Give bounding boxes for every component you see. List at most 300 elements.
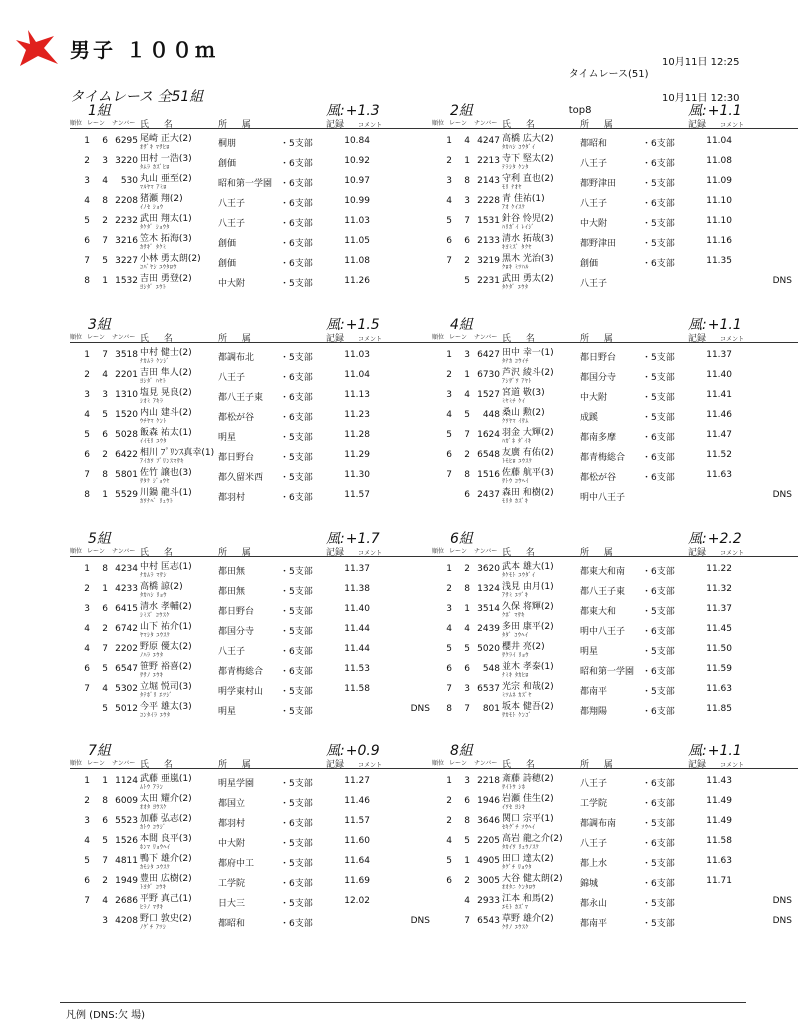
branch: ・6支部: [280, 159, 313, 169]
club: 都日野台: [218, 607, 255, 617]
result-row: [70, 151, 440, 171]
athlete-kana: ﾅｶﾑﾗ ｹﾝｼﾞ: [140, 358, 170, 365]
club: 都日野台: [580, 353, 617, 363]
header-divider: [432, 556, 798, 557]
record-time: 11.27: [344, 776, 370, 786]
result-row: [432, 131, 802, 151]
record-time: 11.53: [344, 664, 370, 674]
record-time: 11.71: [706, 876, 732, 886]
result-row: [70, 365, 440, 385]
athlete-kana: ｱｻﾐ ﾕﾂﾞｷ: [502, 592, 529, 599]
branch: ・6支部: [642, 567, 675, 577]
lane: 7: [464, 430, 470, 440]
event-title: 男子 １００ｍ: [70, 38, 218, 62]
club: 都調布北: [218, 353, 255, 363]
athlete-kana: ｸﾜﾔﾏ ｲｻﾑ: [502, 418, 529, 425]
col-place-header: 順位: [70, 548, 83, 555]
athlete-name: 野原 優太(2): [140, 642, 192, 652]
athlete-kana: ｻﾀｹ ｼﾞｮｳﾔ: [140, 478, 170, 485]
lane: 8: [102, 796, 108, 806]
heat-name: 7組: [88, 743, 111, 759]
lane: 3: [102, 390, 108, 400]
branch: ・5支部: [280, 139, 313, 149]
branch: ・6支部: [642, 433, 675, 443]
bib-number: 5529: [115, 490, 138, 500]
header-divider: [70, 556, 436, 557]
club: 成蹊: [580, 413, 599, 423]
heat-block: [70, 528, 440, 724]
lane: 8: [102, 196, 108, 206]
club: 明学東村山: [218, 687, 264, 697]
result-row: [432, 231, 802, 251]
bib-number: 6548: [477, 450, 500, 460]
club: 都国分寺: [580, 373, 617, 383]
place: 2: [446, 816, 452, 826]
athlete-kana: ｸﾎﾞ ﾏｻｷ: [502, 612, 525, 619]
lane: 3: [464, 776, 470, 786]
place: 6: [446, 236, 452, 246]
result-rows: [70, 131, 440, 291]
athlete-kana: ｸｻﾉ ﾕｳｽｹ: [502, 924, 529, 931]
lane: 1: [102, 584, 108, 594]
branch: ・5支部: [642, 393, 675, 403]
result-rows: [432, 559, 802, 719]
athlete-kana: ﾀﾀﾞ ｺｳﾍｲ: [502, 632, 529, 639]
bib-number: 5523: [115, 816, 138, 826]
col-place-header: 順位: [70, 120, 83, 127]
club: 八王子: [580, 199, 608, 209]
branch: ・5支部: [642, 219, 675, 229]
athlete-kana: ﾊﾘｶﾞｲ ﾚｲｼﾞ: [502, 224, 535, 231]
col-bib-header: ナンバー: [112, 120, 136, 127]
athlete-name: 田中 幸一(1): [502, 348, 554, 358]
bib-number: 2228: [477, 196, 500, 206]
athlete-name: 加藤 弘志(2): [140, 814, 192, 824]
place: 2: [446, 156, 452, 166]
bib-number: 801: [482, 704, 500, 714]
result-row: [432, 271, 802, 291]
club: 都東大和: [580, 607, 617, 617]
place: 6: [84, 236, 90, 246]
result-rows: [432, 771, 802, 931]
result-row: [432, 791, 802, 811]
record-time: 11.44: [344, 624, 370, 634]
club: 都野津田: [580, 179, 617, 189]
col-club-header: 所 属: [218, 760, 257, 770]
athlete-name: 多田 康平(2): [502, 622, 554, 632]
heat-name: 2組: [450, 103, 473, 119]
place: 1: [446, 776, 452, 786]
wind-label: 風:: [326, 103, 345, 119]
athlete-name: 江本 和馬(2): [502, 894, 554, 904]
place: 1: [446, 350, 452, 360]
bib-number: 2933: [477, 896, 500, 906]
result-row: [432, 465, 802, 485]
result-row: [432, 191, 802, 211]
wind-label: 風:: [688, 317, 707, 333]
lane: 5: [464, 836, 470, 846]
athlete-name: 坂本 健吾(2): [502, 702, 554, 712]
result-row: [70, 405, 440, 425]
branch: ・5支部: [280, 473, 313, 483]
result-row: [432, 425, 802, 445]
heat-name: 8組: [450, 743, 473, 759]
lane: 7: [464, 704, 470, 714]
result-row: [70, 425, 440, 445]
branch: ・6支部: [280, 667, 313, 677]
heat-name: 5組: [88, 531, 111, 547]
comment: DNS: [410, 704, 430, 714]
col-name-header: 氏 名: [502, 334, 541, 344]
club: 八王子: [218, 219, 246, 229]
bib-number: 4233: [115, 584, 138, 594]
club: 明星: [218, 707, 237, 717]
bib-number: 6422: [115, 450, 138, 460]
result-row: [70, 911, 440, 931]
red-star-logo-icon: [14, 28, 62, 68]
lane: 5: [464, 276, 470, 286]
heat-name: 6組: [450, 531, 473, 547]
branch: ・6支部: [642, 199, 675, 209]
header-divider: [70, 768, 436, 769]
athlete-kana: ｶﾄｳ ｺｳｼﾞ: [140, 824, 167, 831]
result-rows: [432, 345, 802, 505]
athlete-name: 中村 匡志(1): [140, 562, 192, 572]
lane: 5: [102, 410, 108, 420]
lane: 2: [102, 624, 108, 634]
branch: ・5支部: [642, 179, 675, 189]
club: 中大附: [218, 839, 246, 849]
athlete-name: 笠木 拓海(3): [140, 234, 192, 244]
athlete-kana: ﾀｶﾊｼ ｺｳﾀﾞｲ: [502, 144, 536, 151]
bib-number: 2439: [477, 624, 500, 634]
club: 都国立: [218, 799, 246, 809]
club: 工学院: [580, 799, 608, 809]
column-headers: [70, 332, 440, 342]
result-row: [70, 851, 440, 871]
bib-number: 1532: [115, 276, 138, 286]
place: 8: [84, 490, 90, 500]
place: 7: [84, 256, 90, 266]
athlete-kana: ﾊｶﾞﾈ ﾀﾞｲｷ: [502, 438, 532, 445]
club: 都松が谷: [580, 473, 617, 483]
record-time: 10.92: [344, 156, 370, 166]
athlete-kana: ｴﾓﾄ ｶｽﾞﾏ: [502, 904, 529, 911]
branch: ・6支部: [642, 707, 675, 717]
bib-number: 1124: [115, 776, 138, 786]
record-time: 11.63: [706, 470, 732, 480]
branch: ・6支部: [280, 239, 313, 249]
col-bib-header: ナンバー: [474, 334, 498, 341]
club: 都南多摩: [580, 433, 617, 443]
place: 7: [84, 896, 90, 906]
lane: 5: [102, 664, 108, 674]
col-lane-header: レーン: [449, 760, 467, 767]
record-time: 11.46: [706, 410, 732, 420]
bib-number: 3216: [115, 236, 138, 246]
wind-value: +1.7: [345, 531, 380, 547]
record-time: 11.40: [706, 370, 732, 380]
club: 都羽村: [218, 493, 246, 503]
result-row: [432, 659, 802, 679]
col-name-header: 氏 名: [140, 548, 179, 558]
lane: 1: [102, 776, 108, 786]
bib-number: 5012: [115, 704, 138, 714]
athlete-kana: ｲﾜｾ ﾖｼｷ: [502, 804, 526, 811]
col-bib-header: ナンバー: [474, 120, 498, 127]
col-name-header: 氏 名: [140, 334, 179, 344]
athlete-name: 飯森 祐太(1): [140, 428, 192, 438]
club: 都東大和南: [580, 567, 626, 577]
athlete-kana: ｶﾜﾅﾍﾞ ﾘｭｳﾄ: [140, 498, 174, 505]
record-time: 11.10: [706, 196, 732, 206]
place: 1: [446, 564, 452, 574]
record-time: 11.40: [344, 604, 370, 614]
lane: 6: [464, 236, 470, 246]
lane: 3: [102, 916, 108, 926]
col-comment-header: コメント: [358, 122, 383, 129]
athlete-name: 針谷 怜児(2): [502, 214, 554, 224]
wind-label: 風:: [688, 103, 707, 119]
header-divider: [432, 342, 798, 343]
bib-number: 2143: [477, 176, 500, 186]
athlete-name: 野口 敦史(2): [140, 914, 192, 924]
record-time: 11.60: [344, 836, 370, 846]
top-datetime: 10月11日 12:30: [662, 93, 740, 104]
comment: DNS: [410, 916, 430, 926]
col-club-header: 所 属: [218, 548, 257, 558]
branch: ・5支部: [280, 587, 313, 597]
section-title: タイムレース 全51組: [70, 89, 204, 105]
lane: 5: [102, 836, 108, 846]
wind-value: +0.9: [345, 743, 380, 759]
athlete-name: 立堀 悦司(3): [140, 682, 192, 692]
lane: 8: [102, 564, 108, 574]
lane: 6: [464, 796, 470, 806]
athlete-name: 小林 勇太朗(2): [140, 254, 201, 264]
athlete-name: 黒木 光治(3): [502, 254, 554, 264]
athlete-kana: ﾅﾐｷ ﾀｶﾋﾛ: [502, 672, 529, 679]
result-row: [70, 271, 440, 291]
branch: ・6支部: [642, 779, 675, 789]
club: 都永山: [580, 899, 608, 909]
branch: ・5支部: [280, 839, 313, 849]
athlete-kana: ｾｷｸﾞﾁ ｿｳﾍｲ: [502, 824, 536, 831]
result-row: [70, 445, 440, 465]
athlete-kana: ｶﾓｼﾀ ﾕｳｽｹ: [140, 864, 171, 871]
athlete-kana: ﾀﾅｶ ｺｳｲﾁ: [502, 358, 529, 365]
col-place-header: 順位: [70, 334, 83, 341]
record-time: 11.47: [706, 430, 732, 440]
lane: 8: [464, 470, 470, 480]
athlete-kana: ﾃﾗｼﾀ ｹﾝﾀ: [502, 164, 529, 171]
athlete-name: 笹野 裕喜(2): [140, 662, 192, 672]
place: 4: [84, 644, 90, 654]
wind-value: +2.2: [707, 531, 742, 547]
heat-block: [432, 528, 802, 724]
place: 3: [84, 604, 90, 614]
result-row: [70, 131, 440, 151]
col-name-header: 氏 名: [502, 120, 541, 130]
club: 都日野台: [218, 453, 255, 463]
club: 都松が谷: [218, 413, 255, 423]
result-row: [432, 579, 802, 599]
bib-number: 1520: [115, 410, 138, 420]
record-time: 11.85: [706, 704, 732, 714]
athlete-name: 相川 ﾌﾟﾘﾝｽ真幸(1): [140, 448, 215, 458]
club: 都昭和: [580, 139, 608, 149]
result-row: [432, 891, 802, 911]
athlete-name: 草野 雄介(2): [502, 914, 554, 924]
comment: DNS: [772, 490, 792, 500]
athlete-name: 鴨下 雄介(2): [140, 854, 192, 864]
place: 7: [446, 470, 452, 480]
bib-number: 1324: [477, 584, 500, 594]
athlete-kana: ｻｸﾗｲ ﾘｮｳ: [502, 652, 529, 659]
club: 都田無: [218, 567, 246, 577]
record-time: 11.59: [706, 664, 732, 674]
col-lane-header: レーン: [87, 120, 105, 127]
athlete-kana: ｸﾛｷ ﾐﾂﾊﾙ: [502, 264, 529, 271]
place: 4: [446, 836, 452, 846]
branch: ・6支部: [642, 839, 675, 849]
record-time: 11.08: [344, 256, 370, 266]
bib-number: 5028: [115, 430, 138, 440]
result-row: [70, 345, 440, 365]
bib-number: 2205: [477, 836, 500, 846]
result-row: [432, 559, 802, 579]
athlete-name: 武藤 亜嵐(1): [140, 774, 192, 784]
result-row: [70, 791, 440, 811]
wind-label: 風:: [326, 317, 345, 333]
club: 工学院: [218, 879, 246, 889]
lane: 4: [102, 176, 108, 186]
lane: 7: [102, 644, 108, 654]
result-row: [432, 811, 802, 831]
athlete-name: 櫻井 亮(2): [502, 642, 545, 652]
record-time: 11.64: [344, 856, 370, 866]
column-headers: [432, 332, 802, 342]
lane: 4: [102, 684, 108, 694]
athlete-kana: ｼｵﾐ ｱｷﾗ: [140, 398, 164, 405]
athlete-kana: ｻﾄｳ ｺｳﾍｲ: [502, 478, 529, 485]
lane: 6: [102, 816, 108, 826]
lane: 6: [102, 604, 108, 614]
club: 都八王子東: [218, 393, 264, 403]
athlete-name: 平野 真己(1): [140, 894, 192, 904]
club: 明星学園: [218, 779, 255, 789]
result-row: [70, 485, 440, 505]
athlete-name: 中村 健士(2): [140, 348, 192, 358]
athlete-kana: ﾑﾄｳ ｱﾗﾝ: [140, 784, 164, 791]
lane: 7: [464, 916, 470, 926]
athlete-kana: ｲｲﾓﾘ ﾕｳﾀ: [140, 438, 167, 445]
column-headers: [432, 546, 802, 556]
bib-number: 6537: [477, 684, 500, 694]
athlete-kana: ﾓﾘﾀ ｶｽﾞｷ: [502, 498, 529, 505]
lane: 1: [102, 276, 108, 286]
bib-number: 6742: [115, 624, 138, 634]
place: 5: [446, 216, 452, 226]
athlete-name: 今平 雄太(3): [140, 702, 192, 712]
lane: 5: [464, 410, 470, 420]
lane: 8: [102, 470, 108, 480]
place: 2: [84, 584, 90, 594]
club: 昭和第一学園: [218, 179, 273, 189]
result-row: [70, 811, 440, 831]
branch: ・6支部: [280, 393, 313, 403]
athlete-kana: ｵｵﾀﾆ ｹﾝﾀﾛｳ: [502, 884, 536, 891]
col-comment-header: コメント: [720, 762, 745, 769]
branch: ・5支部: [642, 413, 675, 423]
athlete-name: 久保 将輝(2): [502, 602, 554, 612]
athlete-name: 清水 拓哉(3): [502, 234, 554, 244]
col-comment-header: コメント: [358, 550, 383, 557]
place: 1: [446, 136, 452, 146]
place: 3: [84, 816, 90, 826]
record-time: 11.58: [344, 684, 370, 694]
club: 八王子: [580, 279, 608, 289]
club: 中大附: [218, 279, 246, 289]
branch: ・6支部: [642, 667, 675, 677]
athlete-name: 佐藤 航平(3): [502, 468, 554, 478]
bib-number: 3227: [115, 256, 138, 266]
comment: DNS: [772, 896, 792, 906]
result-row: [70, 559, 440, 579]
lane: 1: [464, 370, 470, 380]
place: 5: [446, 430, 452, 440]
heat-block: [432, 100, 802, 296]
record-time: 11.63: [706, 684, 732, 694]
col-comment-header: コメント: [720, 336, 745, 343]
branch: ・5支部: [642, 819, 675, 829]
place: 4: [84, 836, 90, 846]
lane: 6: [464, 490, 470, 500]
bib-number: 4811: [115, 856, 138, 866]
header-divider: [70, 128, 436, 129]
result-row: [432, 365, 802, 385]
comment: DNS: [772, 916, 792, 926]
branch: ・6支部: [280, 919, 313, 929]
header-divider: [432, 128, 798, 129]
record-time: 11.10: [706, 216, 732, 226]
athlete-name: 森田 和樹(2): [502, 488, 554, 498]
result-row: [70, 251, 440, 271]
lane: 5: [102, 256, 108, 266]
record-time: 11.16: [706, 236, 732, 246]
result-row: [432, 445, 802, 465]
branch: ・5支部: [280, 799, 313, 809]
lane: 4: [464, 896, 470, 906]
bib-number: 6415: [115, 604, 138, 614]
record-time: 11.29: [344, 450, 370, 460]
result-row: [432, 151, 802, 171]
branch: ・6支部: [280, 259, 313, 269]
lane: 4: [102, 370, 108, 380]
column-headers: [432, 758, 802, 768]
branch: ・5支部: [280, 627, 313, 637]
record-time: 11.44: [344, 644, 370, 654]
result-row: [432, 171, 802, 191]
athlete-kana: ﾀｹﾓﾄ ﾕｳﾀﾞｲ: [502, 572, 536, 579]
club: 都調布南: [580, 819, 617, 829]
athlete-name: 猪瀬 翔(2): [140, 194, 183, 204]
bib-number: 5801: [115, 470, 138, 480]
branch: ・6支部: [280, 219, 313, 229]
lane: 4: [464, 136, 470, 146]
branch: ・5支部: [642, 353, 675, 363]
bib-number: 3005: [477, 876, 500, 886]
